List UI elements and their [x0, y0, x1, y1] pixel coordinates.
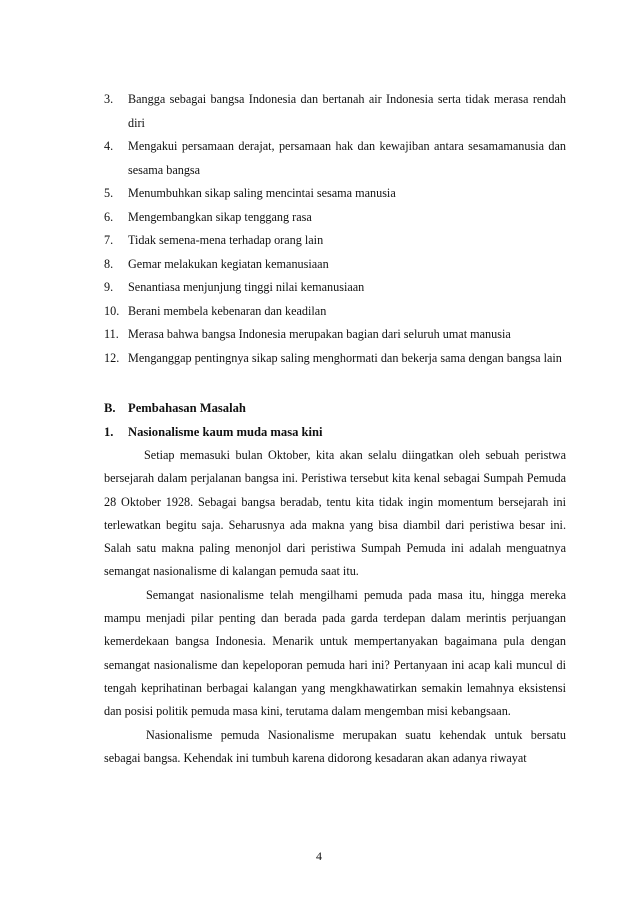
list-item-number: 9. — [104, 280, 114, 294]
list-item — [104, 229, 566, 253]
list-item — [104, 347, 566, 371]
section-heading-text: Pembahasan Masalah — [128, 401, 246, 415]
list-item — [104, 276, 566, 300]
list-item — [104, 253, 566, 277]
list-item — [104, 182, 566, 206]
list-item-number: 12. — [104, 350, 120, 365]
list-item-number: 11. — [104, 327, 119, 341]
list-item-text: Tidak semena-mena terhadap orang lain — [128, 233, 324, 247]
list-item-number: 8. — [104, 256, 114, 271]
list-item — [104, 206, 566, 230]
list-item-number: 3. — [104, 92, 114, 106]
subsection-heading-label: 1. — [104, 425, 114, 439]
list-item-text: Menumbuhkan sikap saling mencintai sesama manusia — [128, 186, 396, 200]
discussion-section — [104, 396, 566, 770]
list-item-text: Senantiasa menjunjung tinggi nilai kemanusiaan — [128, 280, 365, 294]
body-paragraph: Semangat nasionalisme telah mengilhami pemuda pada masa itu, hingga mereka mampu menjadi pilar penting dan berada pada garda terdepan dalam merintis perjuangan kemerdekaan bangsa Indonesia. Menarik untuk mempertanyakan bagaimana pula dengan semangat nasionalisme dan kepeloporan pemuda hari ini? Pertanyaan ini acap kali muncul di tengah keprihatinan berbagai kalangan yang mengkhawatirkan semakin lemahnya eksistensi dan posisi politik pemuda masa kini, terutama dalam mengemban misi kebangsaan. — [104, 587, 566, 719]
list-item — [104, 88, 566, 135]
list-item — [104, 323, 566, 347]
list-item — [104, 135, 566, 182]
page-number: 4 — [316, 849, 322, 863]
body-paragraph: Setiap memasuki bulan Oktober, kita akan selalu diingatkan oleh sebuah peristwa bersejarah dalam perjalanan bangsa ini. Peristiwa tersebut kita kenal sebagai Sumpah Pemuda 28 Oktober 1928. Sebagai bangsa beradab, tentu kita tidak ingin momentum bersejarah ini terlewatkan begitu saja. Seharusnya ada makna yang bisa diambil dari peristiwa besar ini. Salah satu makna paling menonjol dari peristiwa Sumpah Pemuda ini adalah menguatnya semangat nasionalisme di kalangan pemuda saat itu. — [104, 448, 566, 579]
list-item-text: Merasa bahwa bangsa Indonesia merupakan bagian dari seluruh umat manusia — [128, 327, 511, 341]
list-item-text: Menganggap pentingnya sikap saling menghormati dan bekerja sama dengan bangsa lain — [128, 350, 562, 365]
section-heading-label: B. — [104, 401, 116, 415]
list-item — [104, 300, 566, 324]
list-item-text: Mengakui persamaan derajat, persamaan hak dan kewajiban antara sesamamanusia dan sesama bangsa — [128, 139, 566, 177]
list-item-text: Mengembangkan sikap tenggang rasa — [128, 209, 312, 224]
list-item-text: Berani membela kebenaran dan keadilan — [128, 303, 327, 318]
body-paragraph: Nasionalisme pemuda Nasionalisme merupakan suatu kehendak untuk bersatu sebagai bangsa. Kehendak ini tumbuh karena didorong kesadaran akan adanya riwayat — [104, 727, 566, 765]
list-item-number: 4. — [104, 139, 114, 153]
list-item-text: Gemar melakukan kegiatan kemanusiaan — [128, 256, 329, 271]
section-heading — [104, 396, 566, 420]
subsection-heading — [104, 420, 566, 444]
list-item-text: Bangga sebagai bangsa Indonesia dan bertanah air Indonesia serta tidak merasa rendah diri — [128, 92, 566, 130]
list-item-number: 10. — [104, 303, 120, 318]
list-item-number: 6. — [104, 209, 114, 224]
subsection-heading-text: Nasionalisme kaum muda masa kini — [128, 425, 323, 439]
values-list — [104, 88, 566, 370]
list-item-number: 5. — [104, 186, 114, 200]
list-item-number: 7. — [104, 233, 114, 247]
